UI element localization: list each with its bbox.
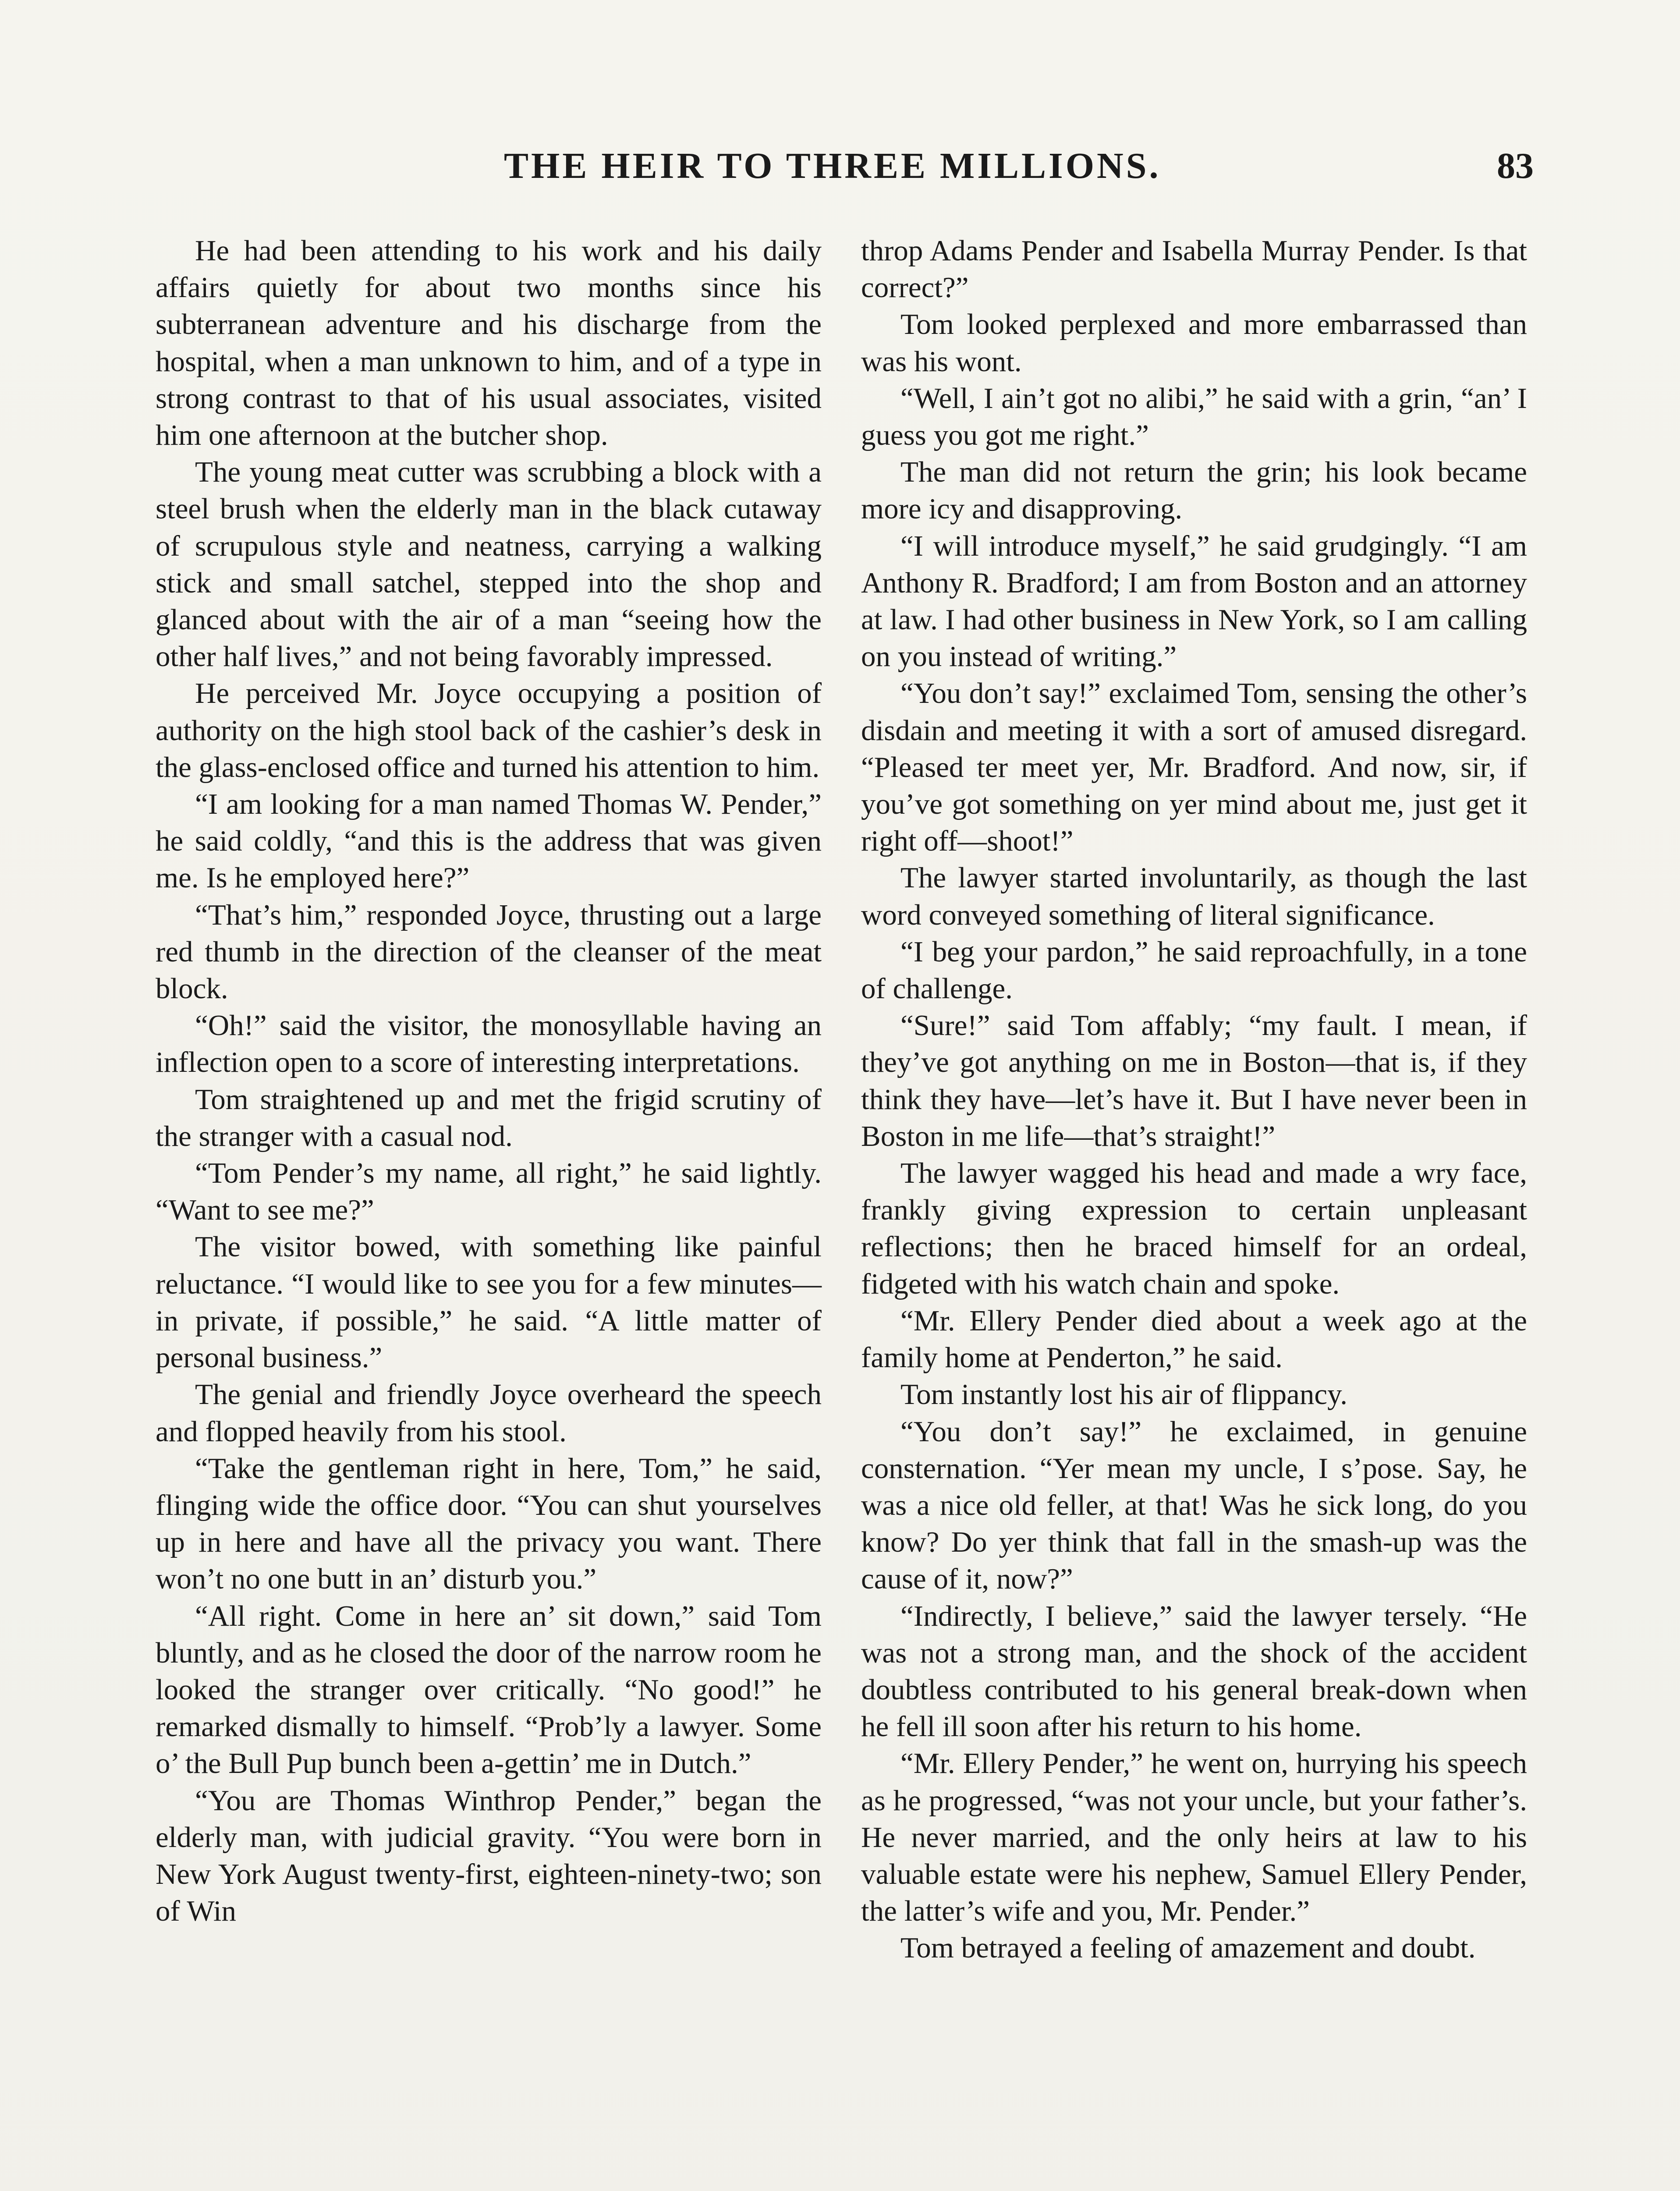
paragraph: “Tom Pender’s my name, all right,” he said lightly. “Want to see me?”	[156, 1157, 822, 1227]
paragraph-continuation: throp Adams Pender and Isabella Murray Pender. Is that correct?”	[861, 234, 1527, 304]
paragraph: The genial and friendly Joyce overheard the speech and flopped heavily from his stool.	[156, 1378, 822, 1448]
paragraph: “Indirectly, I believe,” said the lawyer tersely. “He was not a strong man, and the shock of the accident doubtless contributed to his general break-down when he fell ill soon after his return to his home.	[861, 1599, 1527, 1743]
paragraph: “I beg your pardon,” he said reproachfully, in a tone of challenge.	[861, 935, 1527, 1005]
paragraph: “That’s him,” responded Joyce, thrusting out a large red thumb in the direction of the cleanser of the meat block.	[156, 898, 822, 1005]
paragraph: “Well, I ain’t got no alibi,” he said with a grin, “an’ I guess you got me right.”	[861, 382, 1527, 452]
paragraph: “I am looking for a man named Thomas W. Pender,” he said coldly, “and this is the address that was given me. Is he employed here?”	[156, 788, 822, 894]
paragraph: The lawyer started involuntarily, as though the last word conveyed something of literal significance.	[861, 862, 1527, 931]
paragraph: “Take the gentleman right in here, Tom,” he said, flinging wide the office door. “You can shut yourselves up in here and have all the privacy you want. There won’t no one butt in an’ disturb you.”	[156, 1452, 822, 1595]
paragraph: Tom looked perplexed and more embarrassed than was his wont.	[861, 308, 1527, 378]
left-column	[156, 232, 822, 1929]
page-number: 83	[1497, 145, 1534, 186]
paragraph: Tom instantly lost his air of flippancy.	[900, 1378, 1348, 1411]
paragraph: “Sure!” said Tom affably; “my fault. I mean, if they’ve got anything on me in Boston—that is, if they think they have—let’s have it. But I have never been in Boston in me life—that’s straight!”	[861, 1009, 1527, 1152]
paragraph: “You are Thomas Winthrop Pender,” began the elderly man, with judicial gravity. “You were born in New York August twenty-first, eighteen-ninety-two; son of Win	[156, 1784, 822, 1928]
paragraph: “Mr. Ellery Pender died about a week ago at the family home at Penderton,” he said.	[861, 1304, 1527, 1374]
paragraph: “Mr. Ellery Pender,” he went on, hurrying his speech as he progressed, “was not your uncle, but your father’s. He never married, and the only heirs at law to his valuable estate were his nephew, Samuel Ellery Pender, the latter’s wife and you, Mr. Pender.”	[861, 1747, 1527, 1928]
running-title: THE HEIR TO THREE MILLIONS.	[504, 145, 1161, 186]
paragraph: He perceived Mr. Joyce occupying a position of authority on the high stool back of the cashier’s desk in the glass-enclosed office and turned his attention to him.	[156, 677, 822, 784]
paragraph: The man did not return the grin; his look became more icy and disapproving.	[861, 456, 1527, 525]
paragraph: The visitor bowed, with something like painful reluctance. “I would like to see you for a few minutes—in private, if possible,” he said. “A little matter of personal business.”	[156, 1230, 822, 1374]
paragraph: “You don’t say!” he exclaimed, in genuine consternation. “Yer mean my uncle, I s’pose. Say, he was a nice old feller, at that! Was he sick long, do you know? Do yer think that fall in the smash-up was the cause of it, now?”	[861, 1415, 1527, 1595]
paragraph: He had been attending to his work and his daily affairs quietly for about two months since his subterranean adventure and his discharge from the hospital, when a man unknown to him, and of a type in strong contrast to that of his usual associates, visited him one afternoon at the butcher shop.	[156, 234, 822, 452]
paragraph: “Oh!” said the visitor, the monosyllable having an inflection open to a score of interesting interpretations.	[156, 1009, 822, 1079]
paragraph: Tom straightened up and met the frigid scrutiny of the stranger with a casual nod.	[156, 1083, 822, 1152]
paragraph: “All right. Come in here an’ sit down,” said Tom bluntly, and as he closed the door of the narrow room he looked the stranger over critically. “No good!” he remarked dismally to himself. “Prob’ly a lawyer. Some o’ the Bull Pup bunch been a-gettin’ me in Dutch.”	[156, 1599, 822, 1780]
paragraph: Tom betrayed a feeling of amazement and doubt.	[900, 1932, 1476, 1964]
paragraph: The young meat cutter was scrubbing a block with a steel brush when the elderly man in the black cutaway of scrupulous style and neatness, carrying a walking stick and small satchel, stepped into the shop and glanced about with the air of a man “seeing how the other half lives,” and not being favorably impressed.	[156, 456, 822, 673]
page-header	[504, 145, 1534, 197]
paragraph: “You don’t say!” exclaimed Tom, sensing the other’s disdain and meeting it with a sort of amused disregard. “Pleased ter meet yer, Mr. Bradford. And now, sir, if you’ve got something on yer mind about me, just get it right off—shoot!”	[861, 677, 1527, 858]
paragraph: The lawyer wagged his head and made a wry face, frankly giving expression to certain unpleasant reflections; then he braced himself for an ordeal, fidgeted with his watch chain and spoke.	[861, 1157, 1527, 1300]
paragraph: “I will introduce myself,” he said grudgingly. “I am Anthony R. Bradford; I am from Boston and an attorney at law. I had other business in New York, so I am calling on you instead of writing.”	[861, 529, 1527, 673]
right-column	[861, 232, 1527, 1967]
